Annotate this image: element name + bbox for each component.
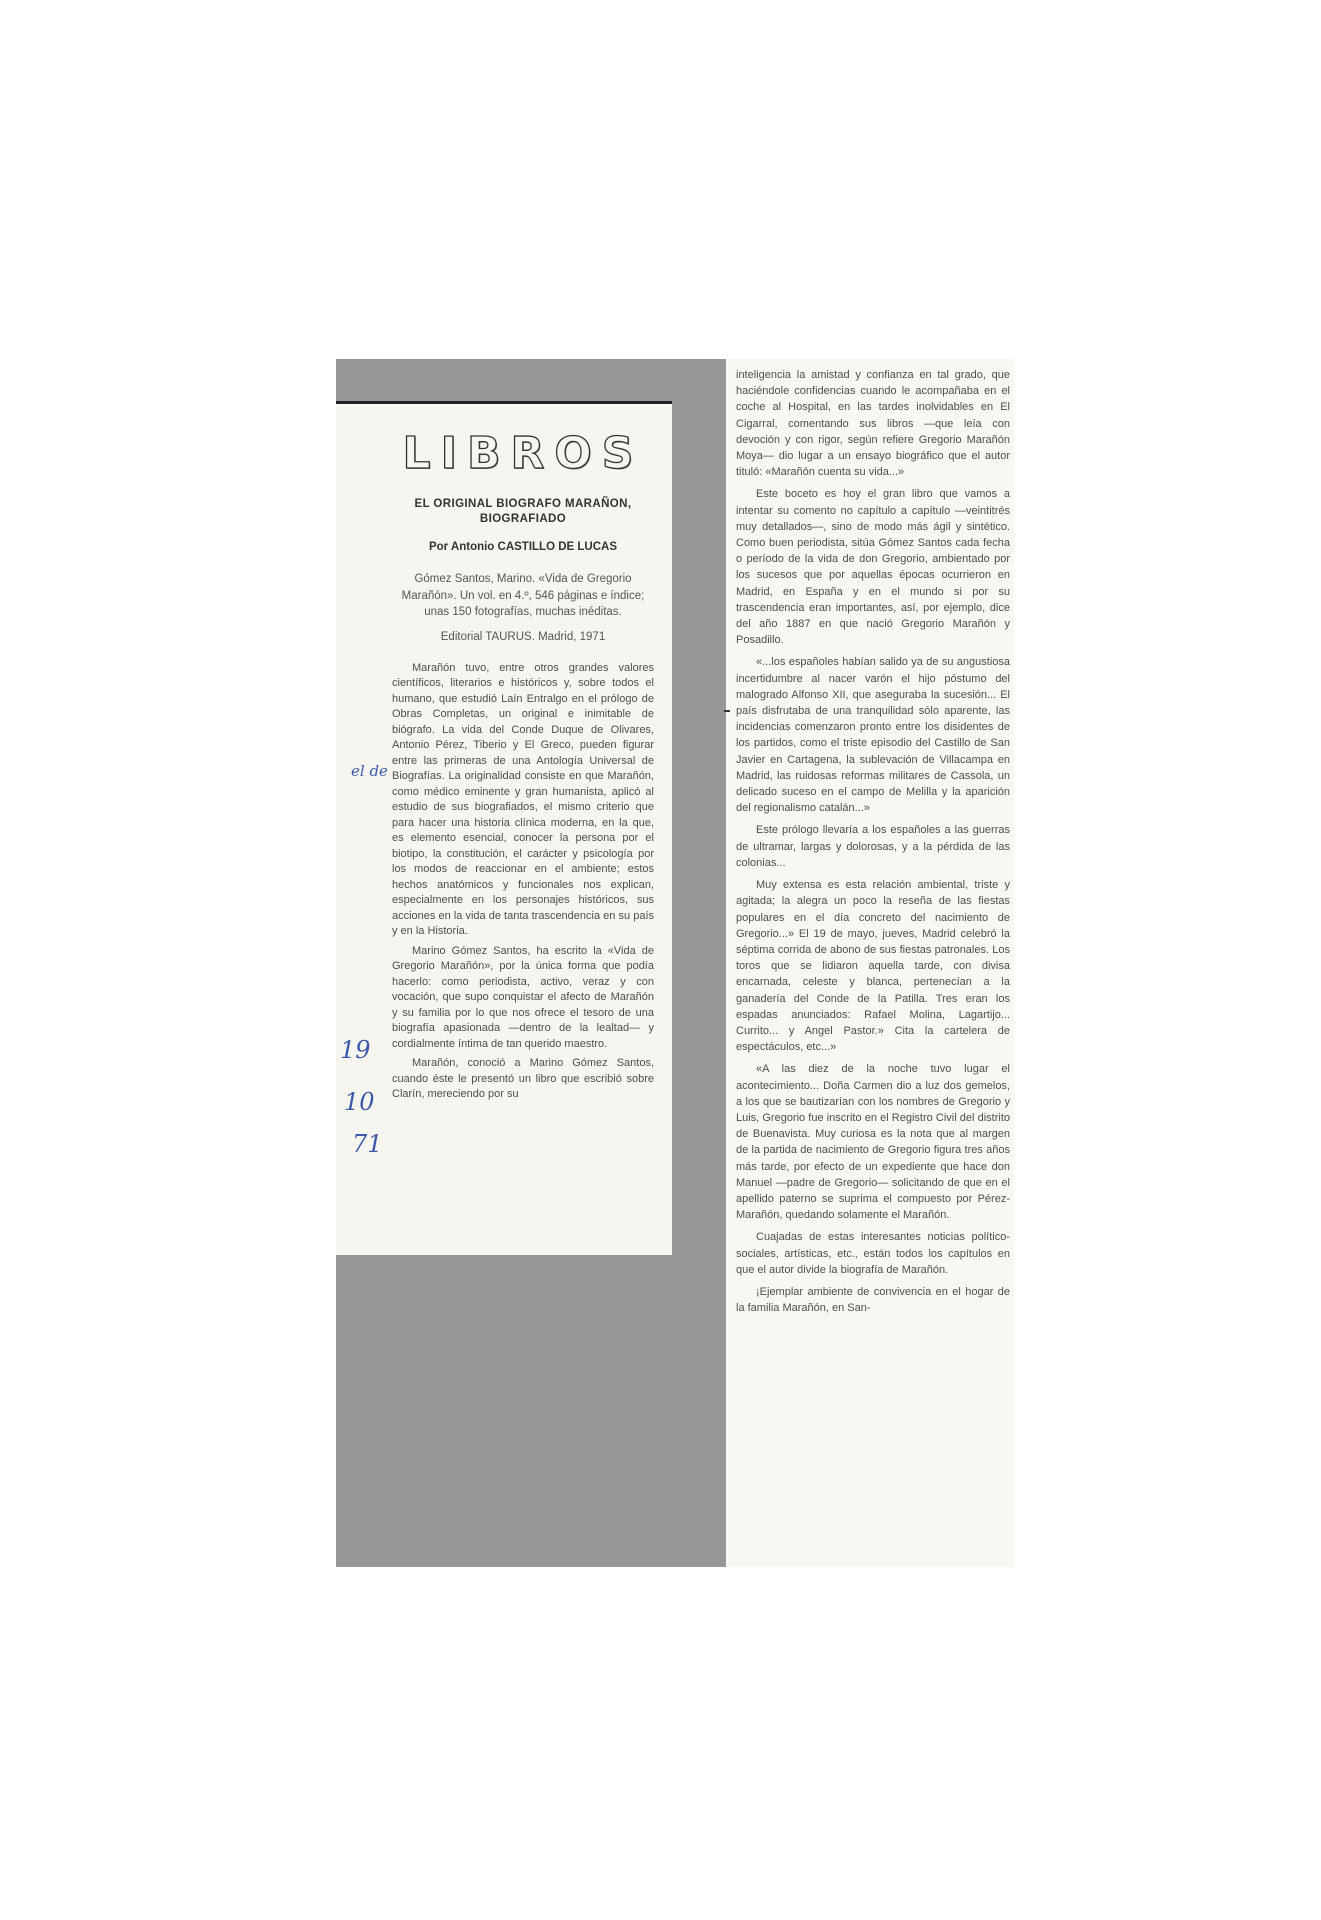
article-column-right <box>726 359 1014 1567</box>
paragraph: Este boceto es hoy el gran libro que vamos a intentar su comento no capítulo a capítulo —veintitrés muy detallados—, sino de modo más ágil y sintético. Como buen periodista, sitúa Gómez Santos cada fecha o período de la vida de don Gregorio, ambientado por los sucesos que por aquellas épocas ocurrieron en Madrid, en España y en el mundo si por su trascendencia eran importantes, así, por ejemplo, dice del año 1887 en que nació Gregorio Marañón y Posadillo. <box>736 488 1010 647</box>
paragraph: Muy extensa es esta relación ambiental, triste y agitada; la alegra un poco la reseña de las fiestas populares en el día concreto del nacimiento de Gregorio...» El 19 de mayo, jueves, Madrid celebró la séptima corrida de abono de sus fiestas patronales. Los toros que se lidiaron aquella tarde, con divisa encarnada, celeste y blanca, pertenecían a la ganadería del Conde de la Patilla. Tres eran los espadas anunciados: Rafael Molina, Lagartijo... Currito... y Angel Pastor.» Cita la cartelera de espectáculos, etc...» <box>736 879 1010 1054</box>
paragraph: Marañón, conoció a Marino Gómez Santos, cuando éste le presentó un libro que escribió sobre Clarín, mereciendo por su <box>392 1057 654 1100</box>
handwritten-note: 71 <box>352 1130 383 1158</box>
paragraph: «A las diez de la noche tuvo lugar el acontecimiento... Doña Carmen dio a luz dos gemelos, a los que se bautizarían con los nombres de Gregorio y Luis, Gregorio fue inscrito en el Registro Civil del distrito de Buenavista. Muy curiosa es la nota que al margen de la partida de nacimiento de Gregorio figura tres años más tarde, por efecto de un expediente que hace don Manuel —padre de Gregorio— solicitando de que en el apellido paterno se suprima el compuesto por Pérez-Marañón, quedando solamente el Marañón. <box>736 1063 1010 1222</box>
headline-line-1: EL ORIGINAL BIOGRAFO MARAÑON, <box>414 498 632 510</box>
headline-line-2: BIOGRAFIADO <box>479 513 567 525</box>
paragraph: ¡Ejemplar ambiente de convivencia en el hogar de la familia Marañón, en San- <box>736 1285 1010 1315</box>
paragraph: Este prólogo llevaría a los españoles a las guerras de ultramar, largas y dolorosas, y a la pérdida de las colonias... <box>736 824 1010 869</box>
handwritten-note: el de <box>351 762 388 780</box>
section-title: LIBROS <box>402 428 644 479</box>
paragraph: Cuajadas de estas interesantes noticias político-sociales, artísticas, etc., están todos los capítulos en que el autor divide la biografía de Marañón. <box>736 1231 1010 1276</box>
publisher-line: Editorial TAURUS. Madrid, 1971 <box>440 630 606 643</box>
handwritten-note: 19 <box>340 1036 371 1064</box>
top-rule <box>336 401 672 404</box>
article-column-left <box>336 401 672 1255</box>
headline <box>392 497 654 527</box>
byline: Por Antonio CASTILLO DE LUCAS <box>428 541 618 553</box>
paragraph: Marañón tuvo, entre otros grandes valores científicos, literarios e históricos y, sobre todos el humano, que estudió Laín Entralgo en el prólogo de Obras Completas, un original e inimitable de biógrafo. La vida del Conde Duque de Olivares, Antonio Pérez, Tiberio y El Greco, pueden figurar entre las primeras de una Antología Universal de Biografías. La originalidad consiste en que Marañón, como médico eminente y gran humanista, aplicó al estudio de sus biografiados, el mismo criterio que para hacer una historia clínica moderna, en la que, es elemento esencial, conocer la persona por el biotipo, la constitución, el carácter y psicología por los modos de reaccionar en el ambiente; estos hechos anatómicos y funcionales nos explican, especialmente en los personajes históricos, sus acciones en la vida de tanta trascendencia en su país y en la Historia. <box>392 661 654 937</box>
paragraph: «...los españoles habían salido ya de su angustiosa incertidumbre al nacer varón el hijo póstumo del malogrado Alfonso XII, que aseguraba la sucesión... El país disfrutaba de una tranquilidad sólo aparente, las incidencias comenzaron pronto entre los disidentes de los partidos, como el triste episodio del Castillo de San Javier en Cartagena, la sublevación de Villacampa en Madrid, las ruidosas reformas militares de Cassola, un delicado suceso en el campo de Melilla y la aparición del regionalismo catalán...» <box>736 656 1010 815</box>
paragraph: inteligencia la amistad y confianza en tal grado, que haciéndole confidencias cuando le acompañaba en el coche al Hospital, en las tardes inolvidables en El Cigarral, comentando sus libros —que leía con devoción y con rigor, según refiere Gregorio Marañón Moya— dio lugar a un ensayo biográfico que el autor tituló: «Marañón cuenta su vida...» <box>736 369 1010 479</box>
margin-mark <box>724 710 730 712</box>
book-info: Gómez Santos, Marino. «Vida de Gregorio Marañón». Un vol. en 4.º, 546 páginas e índice; unas 150 fotografías, muchas inéditas. <box>401 573 645 618</box>
paragraph: Marino Gómez Santos, ha escrito la «Vida de Gregorio Marañón», por la única forma que podía hacerlo: como periodista, activo, veraz y con vocación, que supo conquistar el afecto de Marañón y su familia por lo que nos ofrece el tesoro de una biografía apasionada —dentro de la lealtad— y cordialmente íntima de tan querido maestro. <box>392 944 654 1050</box>
handwritten-note: 10 <box>344 1088 375 1116</box>
